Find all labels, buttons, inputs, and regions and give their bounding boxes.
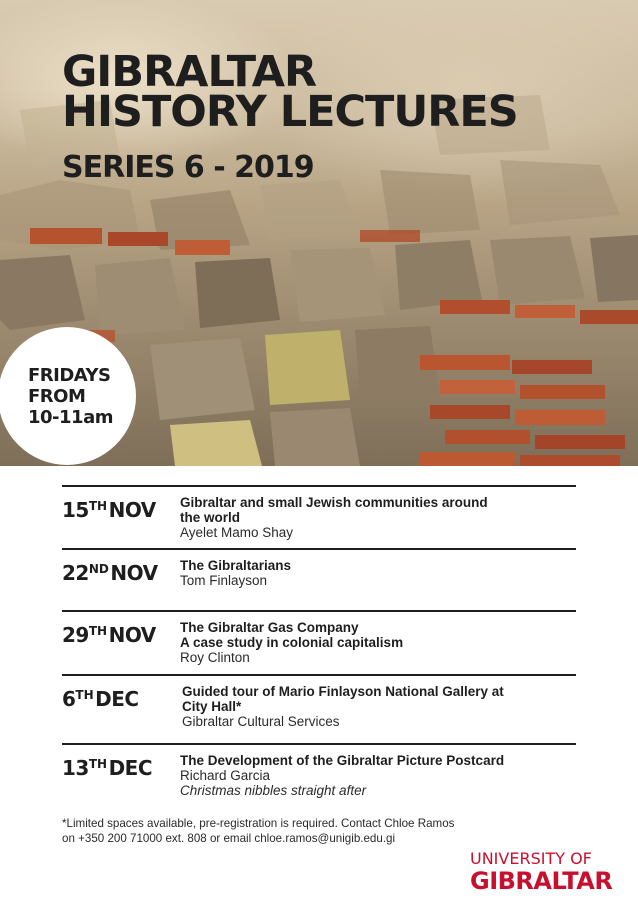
date-day: 15 [62,498,89,522]
lecture-item [62,743,576,803]
date-month: DEC [108,756,153,780]
registration-footnote [62,816,562,846]
lecture-info [180,620,576,665]
date-day: 22 [62,561,89,585]
lecture-title-line: City Hall* [182,699,242,714]
lecture-item [62,548,576,610]
lecture-info [182,684,578,729]
badge-line-1: FRIDAYS [28,364,111,386]
lecture-date [62,494,156,522]
lecture-item [62,610,576,674]
schedule-badge [0,327,136,465]
logo-line-1: UNIVERSITY OF [470,849,592,868]
badge-line-3: 10-11am [28,406,113,428]
date-month: NOV [110,561,158,585]
footnote-line-2: on +350 200 71000 ext. 808 or email chloe.ramos@unigib.edu.gi [62,832,396,845]
lecture-speaker: Gibraltar Cultural Services [182,714,340,729]
lecture-title-line: The Development of the Gibraltar Picture Postcard [180,753,505,768]
lecture-title-line: Guided tour of Mario Finlayson National Gallery at [182,684,504,699]
date-month: NOV [108,623,156,647]
lecture-speaker: Tom Finlayson [180,573,268,588]
lecture-note: Christmas nibbles straight after [180,783,367,798]
lecture-info [180,753,576,798]
title-line-2: HISTORY LECTURES [62,87,518,137]
date-day: 29 [62,623,89,647]
footnote-line-1: *Limited spaces available, pre-registration is required. Contact Chloe Ramos [62,817,455,830]
badge-line-2: FROM [28,385,86,407]
lecture-title-line: The Gibraltar Gas Company [180,620,359,635]
lecture-date [62,619,156,647]
university-logo [470,849,626,894]
date-month: NOV [108,498,156,522]
title-line-1: GIBRALTAR [62,47,317,97]
date-day: 13 [62,756,89,780]
lecture-info [180,558,576,588]
lecture-title-line: The Gibraltarians [180,558,292,573]
date-suffix: TH [88,757,108,771]
lecture-date [62,752,152,780]
date-suffix: TH [88,624,108,638]
date-suffix: TH [75,688,94,702]
date-month: DEC [95,687,139,711]
lecture-title-line: A case study in colonial capitalism [180,635,404,650]
lecture-speaker: Ayelet Mamo Shay [180,525,294,540]
lecture-speaker: Richard Garcia [180,768,271,783]
date-suffix: ND [88,562,109,576]
lecture-date [62,683,139,711]
lecture-title-line: the world [180,510,240,525]
lecture-speaker: Roy Clinton [180,650,250,665]
poster-subtitle: SERIES 6 - 2019 [62,150,314,185]
lecture-date [62,557,158,585]
date-day: 6 [62,687,76,711]
poster-title [62,47,518,137]
lecture-item [62,485,576,548]
logo-line-2: GIBRALTAR [470,867,613,895]
lecture-item [62,674,576,743]
date-suffix: TH [88,499,108,513]
lecture-info [180,495,576,540]
lecture-title-line: Gibraltar and small Jewish communities around [180,495,488,510]
lecture-list [62,485,576,803]
